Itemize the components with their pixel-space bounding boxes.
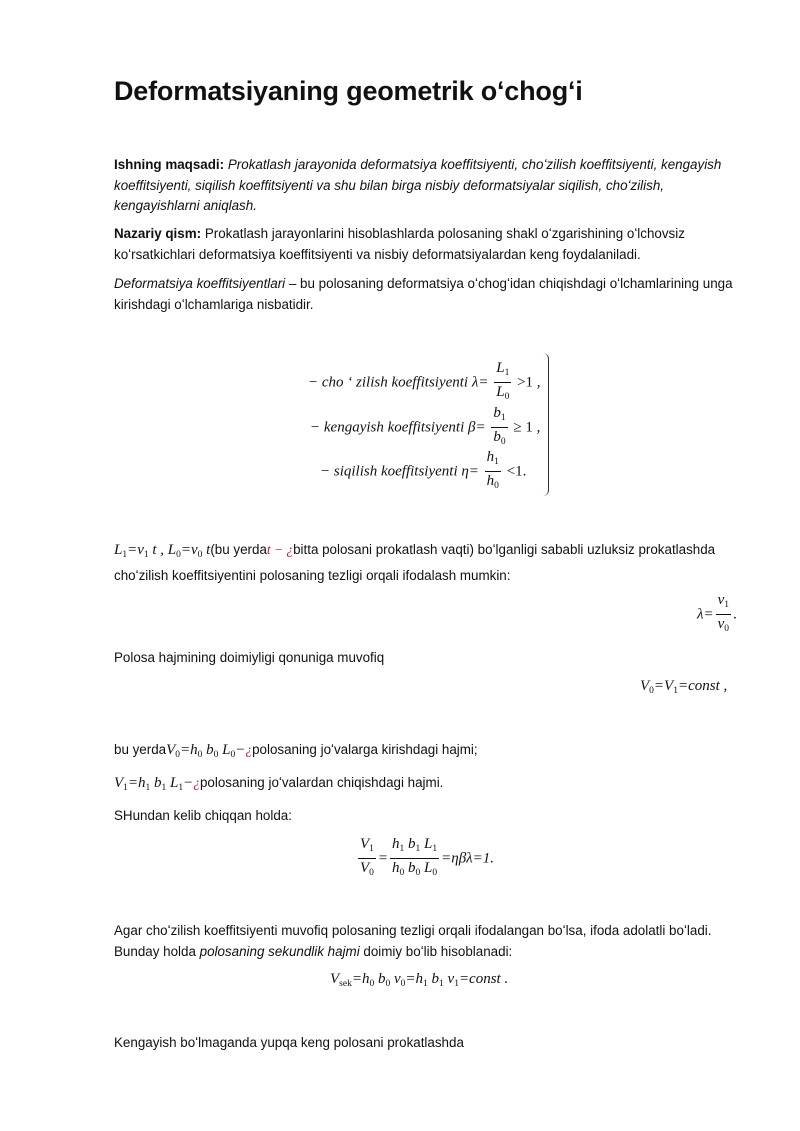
stretch-fraction: $\frac{L_1}{L_0}$ (496, 360, 510, 402)
page-title: Deformatsiyaning geometrik oʻchogʻi (114, 76, 583, 106)
spread-coefficient-formula (310, 405, 540, 451)
speed-red-glyph: t − ¿ (266, 542, 294, 557)
theory-paragraph (114, 224, 744, 265)
volume-intro: Polosa hajmining doimiyligi qonuniga muvofiq (114, 650, 385, 665)
definition-term: Deformatsiya koeffitsiyentlari (114, 276, 286, 291)
spread-fraction: $\frac{b_1}{b_0}$ (493, 405, 506, 447)
system-brace (540, 353, 549, 496)
aim-text: Prokatlash jarayonida deformatsiya koeffitsiyenti, choʻzilish koeffitsiyenti, kengayish koeffitsiyenti, siqilish koeffitsiyenti va shu bilan birga nisbiy deformatsiyalar siqilish, choʻzilish, kengayishlarni aniqlash. (114, 157, 722, 213)
definition-paragraph (114, 274, 744, 315)
definition-text: – bu polosaning deformatsiya oʻchogʻidan chiqishdagi oʻlchamlarining unga kirishdagi oʻlchamlariga nisbatidir. (114, 276, 733, 312)
speed-text-1: (bu yerda (210, 542, 267, 557)
volume-ratio-formula: $\frac{V_1}{V_0}$ = $\frac{h_1 b_1 L_1}{h_0 b_0 L_0}$ =ηβλ=1. (360, 836, 495, 878)
speed-text-2: bitta polosani prokatlash vaqti) boʻlganligi sababli uzluksiz prokatlashda choʻzilish koeffitsiyentini polosaning tezligi orqali ifodalash mumkin: (114, 542, 716, 583)
aim-paragraph (114, 155, 744, 217)
stretch-coefficient-formula (308, 360, 541, 406)
length-velocity-formula: $L_1=v_1$ t , $L_0=v_0$ t (114, 542, 211, 560)
second-paragraph: Agar choʻzilish koeffitsiyenti muvofiq polosaning tezligi orqali ifodalangan boʻlsa, ifoda adolatli boʻladi. Bunday holda polosaning sekundlik hajmi doimiy boʻlib hisoblanadi: (114, 923, 712, 959)
stretch-tail: >1 , (517, 374, 541, 391)
last-line: Kengayish boʻlmaganda yupqa keng polosani prokatlashda (114, 1035, 464, 1050)
theory-text: Prokatlash jarayonlarini hisoblashlarda polosaning shakl oʻzgarishining oʻlchovsiz koʻrsatkichlari deformatsiya koeffitsiyenti va nisbiy deformatsiyalardan keng foydalaniladi. (114, 226, 685, 262)
spread-tail: ≥ 1 , (513, 419, 541, 436)
conclusion-intro: SHundan kelib chiqqan holda: (114, 808, 292, 823)
aim-label: Ishning maqsadi: (114, 157, 225, 172)
spread-label: − kengayish koeffitsiyenti β= (310, 419, 486, 436)
second-italic: polosaning sekundlik hajmi (199, 943, 360, 959)
speed-paragraph (114, 540, 744, 586)
volume-constant-formula: $V_0=V_1=const$ , (640, 678, 728, 696)
stretch-label: − cho ʻ zilish koeffitsiyenti λ= (308, 374, 489, 391)
v1-definition: $V_1=h_1$ $b_1$ $L_1-¿polosaning$ joʻvalardan chiqishdagi hajmi. (114, 775, 444, 793)
compression-tail: <1. (506, 463, 527, 480)
v0-definition: bu $yerdaV_0=h_0$ $b_0$ $L_0-¿polosaning$ joʻvalarga kirishdagi hajmi; (114, 742, 478, 760)
theory-label: Nazariy qism: (114, 226, 202, 241)
compression-fraction: $\frac{h_1}{h_0}$ (486, 449, 499, 491)
second-volume-formula: $V_{sek}=h_0$ $b_0$ $v_0=h_1$ $b_1$ $v_1=const$ . (330, 971, 509, 989)
lambda-velocity-formula: λ= $\frac{v_1}{v_0}$ . (697, 592, 737, 634)
compression-coefficient-formula (320, 449, 526, 495)
ratio-tail: =ηβλ=1. (441, 850, 495, 867)
compression-label: − siqilish koeffitsiyenti η= (320, 463, 479, 480)
